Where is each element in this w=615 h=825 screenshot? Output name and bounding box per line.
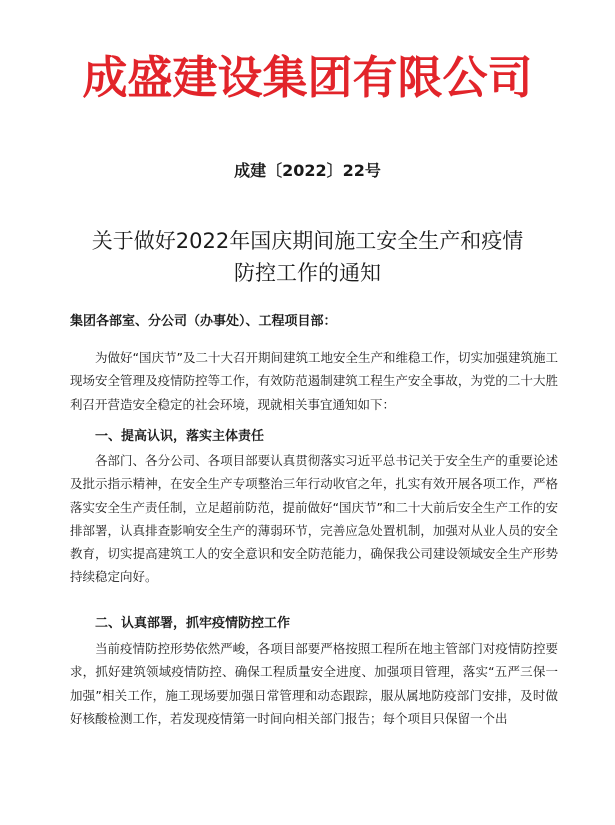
document-title-line-1: 关于做好2022年国庆期间施工安全生产和疫情 xyxy=(91,229,524,253)
document-title xyxy=(40,225,575,289)
section-paragraph-2 xyxy=(70,637,558,730)
section-text-1: 各部门、各分公司、各项目部要认真贯彻落实习近平总书记关于安全生产的重要论述及批示指示精神，在安全生产专项整治三年行动收官之年，扎实有效开展各项工作，严格落实安全生产责任制，立足超前防范，提前做好“国庆节”和二十大前后安全生产工作的安排部署，认真排查影响安全生产的薄弱环节，完善应急处置机制，加强对从业人员的安全教育，切实提高建筑工人的安全意识和安全防范能力，确保我公司建设领域安全生产形势持续稳定向好。 xyxy=(70,453,558,585)
section-paragraph-1 xyxy=(70,449,558,589)
section-heading-2: 二、认真部署，抓牢疫情防控工作 xyxy=(95,616,291,631)
intro-paragraph xyxy=(70,346,558,416)
document-title-line-2: 防控工作的通知 xyxy=(234,261,381,285)
document-number: 成建〔2022〕22号 xyxy=(234,161,381,180)
addressee: 集团各部室、分公司（办事处）、工程项目部： xyxy=(70,314,337,329)
section-heading-1: 一、提高认识，落实主体责任 xyxy=(95,429,265,444)
section-text-2: 当前疫情防控形势依然严峻，各项目部要严格按照工程所在地主管部门对疫情防控要求，抓好建筑领域疫情防控、确保工程质量安全进度、加强项目管理，落实“五严三保一加强”相关工作，施工现场要加强日常管理和动态跟踪，服从属地防疫部门安排，及时做好核酸检测工作，若发现疫情第一时间向相关部门报告；每个项目只保留一个出 xyxy=(70,641,558,726)
company-masthead: 成盛建设集团有限公司 xyxy=(82,51,533,104)
intro-text: 为做好“国庆节”及二十大召开期间建筑工地安全生产和维稳工作，切实加强建筑施工现场安全管理及疫情防控等工作，有效防范遏制建筑工程生产安全事故，为党的二十大胜利召开营造安全稳定的社会环境，现就相关事宜通知如下： xyxy=(70,350,558,412)
